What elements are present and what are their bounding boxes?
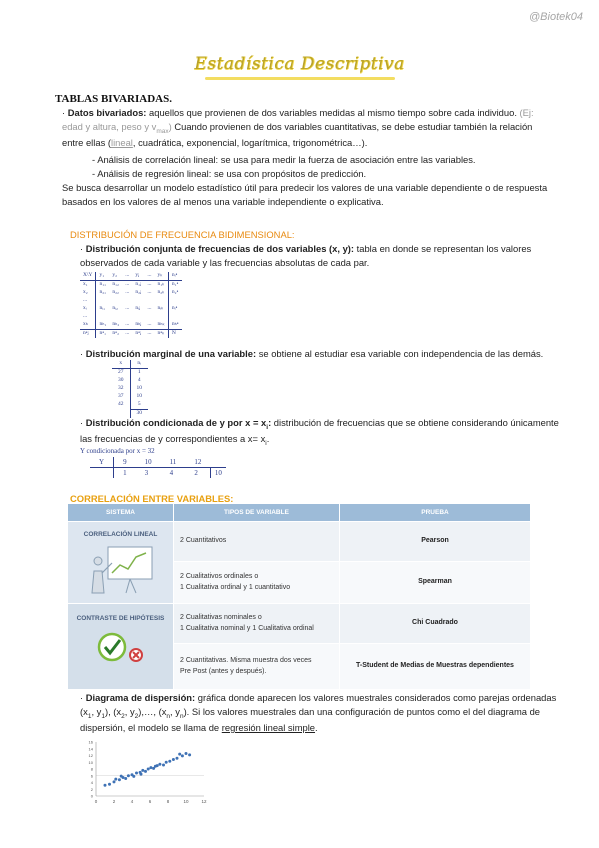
conjunta-label: Distribución conjunta de frecuencias de dos variables (x, y): — [85, 243, 355, 254]
table-cell: n₂₁ — [99, 288, 107, 295]
table-cell — [144, 297, 154, 305]
table-cell: x₁ — [80, 280, 96, 288]
scatter-point — [141, 769, 144, 772]
correlacion-heading: CORRELACIÓN ENTRE VARIABLES: — [70, 493, 234, 504]
scatter-point — [185, 752, 188, 755]
scatter-point — [149, 766, 152, 769]
table-cell: ... — [122, 272, 132, 280]
table-row — [90, 468, 226, 479]
table-cell: n₂ₖ — [157, 288, 165, 295]
y-tick-label: 12 — [88, 753, 93, 758]
table-cell: nᵢ• — [168, 305, 181, 313]
table-cell: n₁₁ — [99, 280, 107, 287]
tipo-cell: 2 Cualitativos ordinales o 1 Cualitativa ordinal y 1 cuantitativo — [174, 562, 340, 604]
table-cell: y₁ — [96, 272, 109, 280]
table-cell: X\Y — [80, 272, 96, 280]
group-contraste-hipotesis: CONTRASTE DE HIPÓTESIS — [68, 604, 174, 690]
table-cell: nᵢⱼ — [135, 304, 141, 311]
condicionada-paragraph: · Distribución condicionada de y por $x = x_i$: distribución de frecuencias que se obtiene considerando únicamente las frecuencias de y correspondientes a $x= x_i$. — [80, 417, 559, 448]
bivariados-example: (Ej: edad y altura, peso y $v_{max}$) — [62, 107, 534, 135]
scatter-point — [165, 761, 168, 764]
table-cell — [168, 313, 181, 321]
y-tick-label: 10 — [88, 759, 93, 765]
scatter-point — [108, 783, 111, 786]
condicionada-label: Distribución condicionada de y por $x = x_i$: — [85, 417, 272, 431]
regresion-lineal-simple-link: regresión lineal simple — [221, 721, 316, 733]
table-cell: n₂• — [168, 289, 181, 297]
table-row — [112, 385, 148, 393]
table-row — [90, 457, 226, 468]
x-tick-label: 0 — [94, 799, 98, 804]
table-cell: ... — [144, 272, 154, 280]
table-cell — [132, 297, 144, 305]
table-cell: ... — [125, 320, 130, 327]
title-highlight — [205, 77, 395, 80]
table-row — [80, 313, 182, 321]
table-cell — [96, 313, 109, 321]
scatter-point — [176, 757, 179, 760]
x-tick-label: 4 — [130, 799, 134, 804]
table-cell: ... — [147, 288, 152, 295]
header-tipos: TIPOS DE VARIABLE — [174, 504, 340, 522]
marginal-paragraph: · Distribución marginal de una variable: se obtiene al estudiar esa variable con independencia de las demás. — [80, 348, 544, 359]
table-cell: 11 — [161, 457, 186, 468]
table-cell: Y — [90, 457, 114, 468]
table-cell: ... — [125, 280, 130, 287]
watermark: @Biotek04 — [529, 11, 583, 23]
joint-frequency-table — [80, 272, 182, 338]
table-cell: 5 — [137, 400, 141, 407]
scatter-point — [172, 758, 175, 761]
prueba-chi-cuadrado: Chi Cuadrado — [340, 604, 531, 644]
table-cell: n•ⱼ — [80, 329, 96, 337]
scatter-point — [124, 777, 127, 780]
table-cell: nₕⱼ — [135, 320, 142, 327]
table-cell: ... — [80, 297, 96, 305]
title-block — [0, 52, 599, 80]
bivariados-text2: Cuando provienen de dos variables cuantitativas, se debe estudiar también la relación entre ellas ( — [62, 120, 533, 148]
conditional-table — [80, 446, 226, 478]
table-cell: 30 — [112, 377, 130, 385]
table-cell — [109, 297, 122, 305]
scatter-point — [162, 763, 165, 766]
scatter-point — [118, 778, 121, 781]
scatter-point — [127, 774, 130, 777]
table-cell: 30 — [130, 409, 148, 417]
y-tick-label: 8 — [90, 766, 93, 772]
table-cell — [122, 297, 132, 305]
tipo-cell: 2 Cualitativas nominales o 1 Cualitativa nominal y 1 Cualitativa ordinal — [174, 604, 340, 644]
scatter-point — [114, 778, 117, 781]
table-cell: ... — [144, 329, 154, 337]
table-row — [112, 377, 148, 385]
table-cell: nₕ• — [168, 321, 181, 329]
dispersion-label: Diagrama de dispersión: — [85, 692, 196, 703]
table-cell: ... — [122, 329, 132, 337]
table-cell: 4 — [137, 376, 141, 383]
table-row — [80, 329, 182, 337]
page-title: Estadística Descriptiva — [194, 54, 405, 74]
table-row — [112, 368, 148, 376]
table-cell: 42 — [112, 401, 130, 409]
table-cell: 37 — [112, 393, 130, 401]
table-cell: n₁• — [168, 280, 181, 288]
table-cell: n₁ⱼ — [135, 280, 142, 287]
table-cell: nₕ₁ — [99, 320, 107, 327]
scatter-point — [113, 780, 116, 783]
scatter-point — [181, 754, 184, 757]
x-tick-label: 8 — [166, 799, 170, 804]
table-cell: 32 — [112, 385, 130, 393]
table-cell: n•₁ — [96, 329, 109, 337]
table-cell: nᵢ₁ — [99, 304, 106, 311]
table-row — [80, 289, 182, 297]
table-cell — [154, 297, 168, 305]
table-cell — [168, 297, 181, 305]
header-prueba: PRUEBA — [340, 504, 531, 522]
tipo-cell: 2 Cuantitativos — [174, 522, 340, 562]
conditional-caption: Y condicionada por x = 32 — [80, 447, 155, 455]
table-cell: 12 — [185, 457, 210, 468]
table-cell: 1 — [123, 469, 127, 478]
table-cell: x — [112, 360, 130, 368]
x-tick-label: 2 — [112, 799, 116, 804]
scatter-point — [158, 763, 161, 766]
table-cell: yⱼ — [132, 272, 144, 280]
scatter-plot — [80, 738, 210, 806]
table-cell: xᵢ — [80, 305, 96, 313]
marginal-table — [112, 360, 148, 418]
scatter-point — [104, 784, 107, 787]
table-cell: ... — [147, 304, 152, 311]
prueba-t-student: T-Student de Medias de Muestras dependientes — [340, 644, 531, 690]
table-row — [112, 360, 148, 368]
table-cell: 9 — [114, 457, 136, 468]
table-cell: 2 — [194, 469, 198, 478]
table-cell — [154, 313, 168, 321]
table-cell: 4 — [169, 469, 174, 478]
x-tick-label: 12 — [201, 799, 207, 804]
marginal-label: Distribución marginal de una variable: — [85, 348, 257, 359]
table-cell: n₂ⱼ — [135, 288, 142, 295]
x-tick-label: 6 — [148, 799, 152, 804]
table-cell: ... — [147, 320, 152, 327]
scatter-point — [140, 773, 143, 776]
table-row — [80, 297, 182, 305]
table-cell: nᵢ — [130, 360, 148, 368]
table-cell — [132, 313, 144, 321]
table-cell: yₖ — [154, 272, 168, 280]
bivariados-text3: , cuadrática, exponencial, logarítmica, trigonométrica…). — [132, 136, 368, 148]
bivariados-label: Datos bivariados: — [67, 107, 147, 118]
table-cell: 27 — [112, 368, 130, 376]
conjunta-paragraph: · Distribución conjunta de frecuencias de dos variables (x, y): tabla en donde se representan los valores observados de cada variable y las frecuencias absolutas de cada par. — [80, 243, 532, 268]
table-row — [80, 280, 182, 288]
scatter-point — [135, 772, 138, 775]
y-tick-label: 0 — [90, 793, 93, 799]
x-tick-label: 10 — [183, 799, 189, 804]
y-tick-label: 4 — [90, 780, 93, 785]
table-cell: ... — [125, 304, 130, 311]
distribucion-heading: DISTRIBUCIÓN DE FRECUENCIA BIDIMENSIONAL: — [70, 229, 295, 240]
table-cell — [96, 297, 109, 305]
table-cell: n₁₂ — [112, 280, 119, 287]
bivariados-paragraph — [62, 106, 552, 150]
table-cell: n•ₖ — [154, 329, 168, 337]
table-cell: 3 — [144, 469, 149, 478]
bivariados-text: aquellos que provienen de dos variables medidas al mismo tiempo sobre cada individuo. — [146, 107, 517, 118]
group-correlacion-lineal: CORRELACIÓN LINEAL — [68, 522, 174, 604]
table-row — [112, 401, 148, 409]
presentation-illustration-icon — [86, 543, 156, 595]
table-cell: n₂₂ — [112, 288, 119, 295]
section-title: TABLAS BIVARIADAS. — [55, 93, 172, 105]
table-cell: x₂ — [80, 289, 96, 297]
table-row — [80, 272, 182, 280]
table-row — [112, 393, 148, 401]
table-cell: nᵢ• — [168, 272, 181, 280]
table-cell: ... — [80, 313, 96, 321]
table-cell: y₂ — [109, 272, 122, 280]
table-cell: ... — [147, 280, 152, 287]
tipo-cell: 2 Cuantitativas. Misma muestra dos veces Pre Post (antes y después). — [174, 644, 340, 690]
y-tick-label: 6 — [90, 773, 93, 779]
table-cell — [109, 313, 122, 321]
table-cell: n•ⱼ — [132, 329, 144, 337]
table-cell: n•₂ — [109, 329, 122, 337]
y-tick-label: 2 — [90, 786, 93, 792]
header-sistema: SISTEMA — [68, 504, 174, 522]
scatter-point — [188, 753, 191, 756]
table-cell: 10 — [136, 457, 161, 468]
lineal-link: lineal — [110, 136, 133, 148]
closing-paragraph: Se busca desarrollar un modelo estadístico útil para predecir los valores de una variable dependiente o de respuesta basados en los valores de al menos una variable independiente o explicativa. — [62, 182, 548, 207]
scatter-point — [147, 768, 150, 771]
table-cell — [122, 313, 132, 321]
table-cell: N — [168, 329, 181, 337]
table-cell: xₕ — [80, 321, 96, 329]
table-total: 10 — [210, 468, 226, 479]
scatter-point — [144, 770, 147, 773]
table-cell: nₕ₂ — [112, 320, 120, 327]
table-cell: n₁ₖ — [157, 280, 165, 287]
scatter-point — [168, 760, 171, 763]
scatter-point — [132, 775, 135, 778]
scatter-point — [154, 765, 157, 768]
table-cell: nᵢ₂ — [112, 304, 118, 311]
table-cell: 1 — [137, 368, 141, 375]
y-tick-label: 16 — [88, 739, 93, 745]
scatter-point — [178, 753, 181, 756]
check-cross-icon — [86, 627, 156, 667]
table-cell: 10 — [136, 384, 142, 391]
bullet: · — [62, 107, 66, 118]
prueba-spearman: Spearman — [340, 562, 531, 604]
table-cell: 10 — [136, 392, 142, 399]
table-cell: ... — [125, 288, 130, 295]
table-cell: nₕₖ — [157, 320, 165, 327]
analysis-item-correlation: - Análisis de correlación lineal: se usa para medir la fuerza de asociación entre las variables. — [92, 154, 476, 165]
table-cell — [144, 313, 154, 321]
y-tick-label: 14 — [88, 746, 93, 752]
analysis-item-regression: - Análisis de regresión lineal: se usa con propósitos de predicción. — [92, 168, 367, 179]
table-row — [80, 305, 182, 313]
table-cell: nᵢₖ — [157, 304, 164, 311]
correlation-table — [67, 503, 531, 690]
table-row — [80, 321, 182, 329]
prueba-pearson: Pearson — [340, 522, 531, 562]
scatter-point — [120, 775, 123, 778]
dispersion-paragraph: · Diagrama de dispersión: gráfica donde aparecen los valores muestrales considerados como parejas ordenadas ($x_1$, $y_1$), ($x_2$, $y_2),\dots$, ($x_n$, $y_n$). Si los valores muestrales dan una configuración de puntos como el del diagrama de dispersión, el modelo se llama de regresión lineal simple. — [80, 692, 557, 733]
